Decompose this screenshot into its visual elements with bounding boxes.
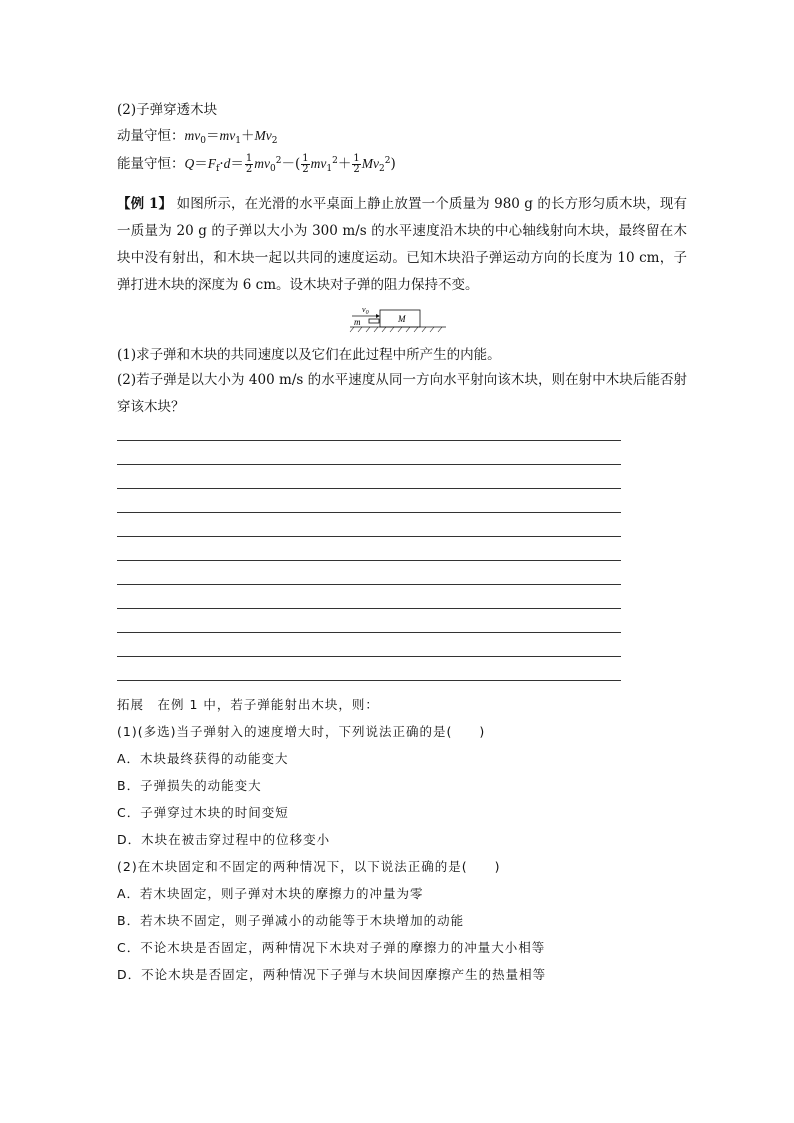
fraction-half: $\frac{1}{2}$	[353, 153, 360, 175]
option-a-2[interactable]: A．若木块固定，则子弹对木块的摩擦力的冲量为零	[117, 886, 424, 901]
question-2: (2)若子弹是以大小为 400 m/s 的水平速度从同一方向水平射向该木块，则在射中木块后能否射穿该木块？	[117, 372, 687, 415]
example-text: 如图所示，在光滑的水平桌面上静止放置一个质量为 980 g 的长方形匀质木块，现有一质量为 20 g 的子弹以大小为 300 m/s 的水平速度沿木块的中心轴线射向木块，最终留在木块中没有射出，和木块一起以共同的速度运动。已知木块沿子弹运动方向的长度为 10 cm，子弹打进木块的深度为 6 cm。设木块对子弹的阻力保持不变。	[117, 196, 687, 293]
answer-line[interactable]	[117, 440, 621, 441]
energy-label: 能量守恒：	[117, 156, 185, 172]
section-title: (2)子弹穿透木块	[117, 102, 218, 118]
fraction-half: $\frac{1}{2}$	[245, 153, 253, 175]
figure-v0-label: $v_0$	[362, 305, 369, 316]
answer-line[interactable]	[117, 512, 621, 513]
answer-line[interactable]	[117, 464, 621, 465]
ground-hatching	[350, 327, 442, 332]
figure-M-label: M	[398, 314, 406, 324]
fraction-half: $\frac{1}{2}$	[302, 153, 309, 175]
example-problem	[117, 191, 687, 299]
option-d-1[interactable]: D．木块在被击穿过程中的位移变小	[117, 832, 331, 847]
answer-line[interactable]	[117, 560, 621, 561]
option-d-2[interactable]: D．不论木块是否固定，两种情况下子弹与木块间因摩擦产生的热量相等	[117, 967, 547, 982]
option-a-1[interactable]: A．木块最终获得的动能变大	[117, 751, 289, 766]
option-b-2[interactable]: B．若木块不固定，则子弹减小的动能等于木块增加的动能	[117, 913, 465, 928]
question-1: (1)求子弹和木块的共同速度以及它们在此过程中所产生的内能。	[117, 347, 501, 363]
answer-line[interactable]	[117, 536, 621, 537]
answer-line[interactable]	[117, 656, 621, 657]
answer-line[interactable]	[117, 680, 621, 681]
option-b-1[interactable]: B．子弹损失的动能变大	[117, 778, 262, 793]
energy-equation: 能量守恒：$Q=F_f\cdot d=$ $\frac{1}{2}$ $mv_0^2-$( $\frac{1}{2}$ $mv_1^2+$ $\frac{1}{2}$ $Mv_2^2$)	[117, 153, 396, 175]
option-c-1[interactable]: C．子弹穿过木块的时间变短	[117, 805, 289, 820]
answer-line[interactable]	[117, 608, 621, 609]
example-tag: 【例 1】	[117, 196, 173, 212]
momentum-label: 动量守恒：	[117, 128, 185, 144]
option-c-2[interactable]: C．不论木块是否固定，两种情况下木块对子弹的摩擦力的冲量大小相等	[117, 940, 546, 955]
answer-line[interactable]	[117, 632, 621, 633]
momentum-equation: 动量守恒：$mv_0=mv_1+Mv_2$	[117, 128, 278, 146]
answer-line[interactable]	[117, 488, 621, 489]
velocity-arrowhead	[376, 314, 380, 318]
answer-line[interactable]	[117, 584, 621, 585]
figure-m-label: m	[354, 317, 361, 327]
extension-question-2: (2)在木块固定和不固定的两种情况下，以下说法正确的是( )	[117, 859, 501, 874]
bullet-shape	[369, 319, 379, 323]
bullet-block-figure	[342, 304, 448, 336]
extension-question-1: (1)(多选)当子弹射入的速度增大时，下列说法正确的是( )	[117, 724, 486, 739]
extension-intro: 拓展 在例 1 中，若子弹能射出木块，则：	[117, 697, 379, 712]
